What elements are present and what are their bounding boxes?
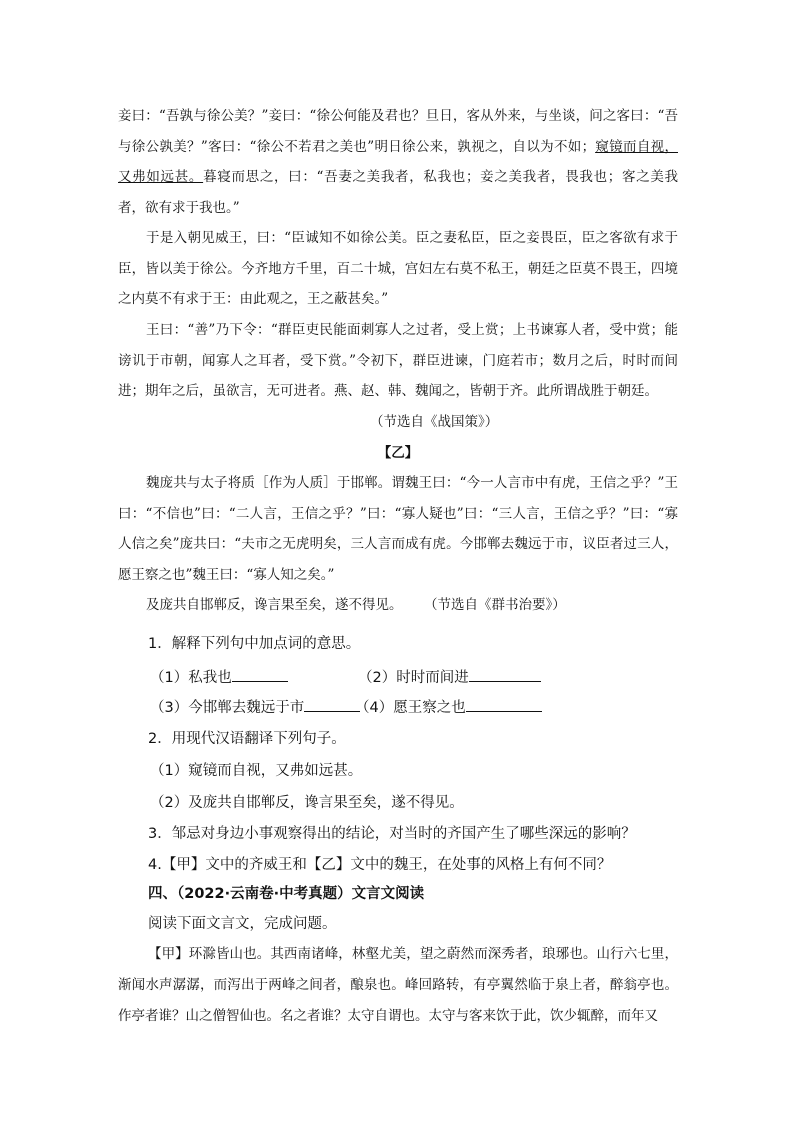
question-2: 2．用现代汉语翻译下列句子。: [148, 731, 346, 747]
question-2-2: （2）及庞共自邯郸反，谗言果至矣，遂不得见。: [150, 795, 464, 811]
answer-blank[interactable]: [466, 697, 542, 712]
yi-heading: 【乙】: [377, 445, 419, 461]
section-4-instruction: 阅读下面文言文，完成问题。: [148, 916, 337, 932]
yi-paragraph-2: 及庞共自邯郸反，谗言果至矣，遂不得见。: [146, 597, 403, 613]
question-1-1: （1）私我也: [150, 667, 288, 688]
section-4-text: 【甲】环滁皆山也。其西南诸峰，林壑尤美，望之蔚然而深秀者，琅琊也。山行六七里，渐闻水声潺潺，而泻出于两峰之间者，酿泉也。峰回路转，有亭翼然临于泉上者，醉翁亭也。作亭者谁？山之僧智仙也。名之者谁？太守自谓也。太守与客来饮于此，饮少辄醉，而年又: [118, 946, 678, 1024]
question-1-2: （2）时时而间进: [358, 667, 541, 688]
answer-blank[interactable]: [232, 667, 288, 682]
section-4-title: 四、（2022·云南卷·中考真题）文言文阅读: [148, 886, 425, 902]
question-4: 4.【甲】文中的齐威王和【乙】文中的魏王，在处事的风格上有何不同？: [148, 857, 612, 873]
jia-source: （节选自《战国策》）: [370, 414, 499, 430]
jia-paragraph-2: 于是入朝见威王，曰：“臣诚知不如徐公美。臣之妻私臣，臣之妾畏臣，臣之客欲有求于臣，皆以美于徐公。今齐地方千里，百二十城，宫妇左右莫不私王，朝廷之臣莫不畏王，四境之内莫不有求于王：由此观之，王之蔽甚矣。”: [118, 230, 678, 307]
jia-paragraph-3: 王曰：“善”乃下令：“群臣吏民能面刺寡人之过者，受上赏；上书谏寡人者，受中赏；能谤讥于市朝，闻寡人之耳者，受下赏。”令初下，群臣进谏，门庭若市；数月之后，时时而间进；期年之后，虽欲言，无可进者。燕、赵、韩、魏闻之，皆朝于齐。此所谓战胜于朝廷。: [118, 322, 678, 399]
jia-paragraph-1: [118, 101, 678, 223]
question-1-3: （3）今邯郸去魏远于市: [150, 697, 360, 718]
jia-para1-text-b: 暮寝而思之，曰：“吾妻之美我者，私我也；妾之美我者，畏我也；客之美我者，欲有求于我也。”: [118, 169, 678, 216]
answer-blank[interactable]: [469, 667, 541, 682]
question-3: 3．邹忌对身边小事观察得出的结论，对当时的齐国产生了哪些深远的影响？: [148, 826, 636, 842]
answer-blank[interactable]: [304, 697, 360, 712]
question-2-1: （1）窥镜而自视，又弗如远甚。: [150, 763, 363, 779]
yi-paragraph-1: 魏庞共与太子将质［作为人质］于邯郸。谓魏王曰：“今一人言市中有虎，王信之乎？”王曰：“不信也”曰：“二人言，王信之乎？”曰：“寡人疑也”曰：“三人言，王信之乎？”曰：“寡人信之矣”庞共曰：“夫市之无虎明矣，三人言而成有虎。今邯郸去魏远于市，议臣者过三人，愿王察之也”魏王曰：“寡人知之矣。”: [118, 475, 678, 583]
jia-para1-underlined: 窥镜而自视，又弗如远甚。: [118, 138, 678, 185]
question-1-4: （4）愿王察之也: [355, 697, 542, 718]
jia-para1-text-a: 妾曰：“吾孰与徐公美？”妾曰：“徐公何能及君也？旦日，客从外来，与坐谈，问之客曰：“吾与徐公孰美？”客曰：“徐公不若君之美也”明日徐公来，孰视之，自以为不如；: [118, 108, 678, 155]
question-1: 1．解释下列句中加点词的意思。: [148, 636, 361, 652]
yi-source: （节选自《群书治要》）: [424, 597, 566, 613]
